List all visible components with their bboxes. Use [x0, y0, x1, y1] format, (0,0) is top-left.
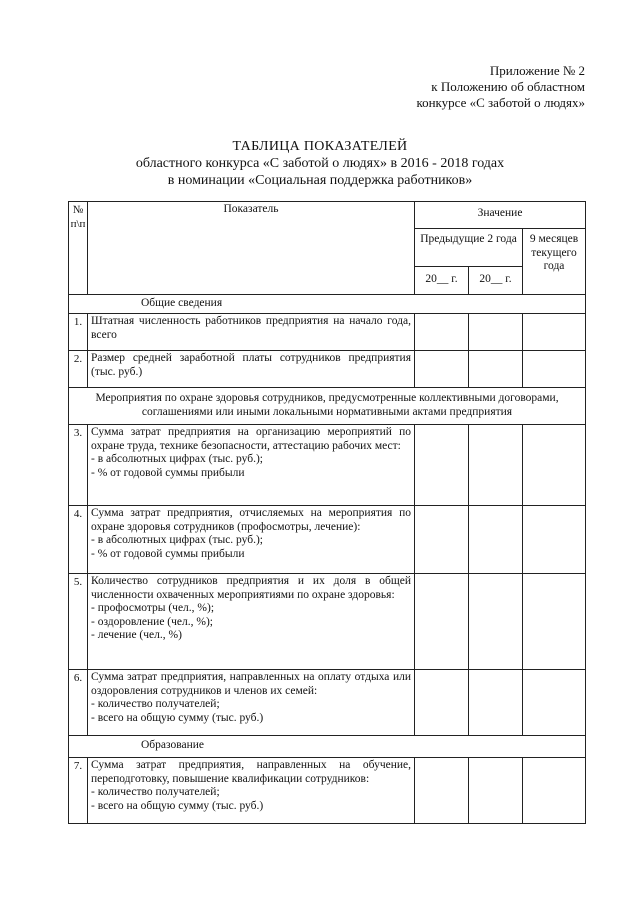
value-cell	[415, 314, 469, 351]
value-cell	[469, 574, 523, 670]
row-num: 6.	[69, 670, 88, 736]
appendix-line-2: к Положению об областном	[431, 79, 585, 94]
row-text: Размер средней заработной платы сотрудников предприятия (тыс. руб.)	[88, 351, 415, 388]
value-cell	[523, 670, 586, 736]
header-nine-months: 9 месяцев текущего года	[523, 229, 586, 295]
row-text: Сумма затрат предприятия, направленных на обучение, переподготовку, повышение квалификации сотрудников:	[91, 759, 411, 785]
header-num: № п\п	[69, 202, 88, 295]
row-text: Сумма затрат предприятия на организацию мероприятий по охране труда, технике безопасности, аттестацию рабочих мест:	[91, 426, 411, 452]
row-item: - % от годовой суммы прибыли	[91, 547, 245, 560]
row-item: - всего на общую сумму (тыс. руб.)	[91, 799, 264, 812]
section-row	[69, 295, 586, 314]
value-cell	[415, 351, 469, 388]
row-num: 5.	[69, 574, 88, 670]
row-item: - лечение (чел., %)	[91, 629, 182, 641]
appendix-note	[416, 63, 585, 111]
value-cell	[523, 425, 586, 506]
row-item: - профосмотры (чел., %);	[91, 602, 215, 614]
value-cell	[415, 670, 469, 736]
row-content	[88, 758, 415, 824]
value-cell	[523, 574, 586, 670]
value-cell	[523, 314, 586, 351]
section-general: Общие сведения	[69, 295, 586, 314]
document-title	[0, 138, 640, 189]
row-item: - в абсолютных цифрах (тыс. руб.);	[91, 453, 264, 465]
title-line-2: областного конкурса «С заботой о людях» в 2016 - 2018 годах	[135, 156, 505, 171]
row-item: - количество получателей;	[91, 786, 220, 798]
section-health: Мероприятия по охране здоровья сотрудников, предусмотренные коллективными договорами, соглашениями или иными локальными нормативными актами предприятия	[69, 388, 586, 425]
row-item: - всего на общую сумму (тыс. руб.)	[91, 711, 264, 724]
value-cell	[523, 351, 586, 388]
value-cell	[469, 425, 523, 506]
header-indicator: Показатель	[88, 202, 415, 295]
table-row	[69, 670, 586, 736]
table-row	[69, 314, 586, 351]
appendix-line-1: Приложение № 2	[489, 63, 585, 78]
row-num: 1.	[69, 314, 88, 351]
value-cell	[469, 351, 523, 388]
value-cell	[469, 670, 523, 736]
value-cell	[415, 425, 469, 506]
header-prev-years: Предыдущие 2 года	[415, 229, 523, 267]
header-year-2: 20__ г.	[469, 267, 523, 295]
table-row	[69, 574, 586, 670]
row-content	[88, 670, 415, 736]
value-cell	[523, 506, 586, 574]
row-text: Сумма затрат предприятия, отчисляемых на мероприятия по охране здоровья сотрудников (профосмотры, лечение):	[91, 507, 411, 533]
table-row	[69, 425, 586, 506]
row-item: - в абсолютных цифрах (тыс. руб.);	[91, 534, 264, 546]
value-cell	[415, 506, 469, 574]
section-education: Образование	[69, 736, 586, 758]
row-num: 3.	[69, 425, 88, 506]
row-num: 7.	[69, 758, 88, 824]
row-num: 2.	[69, 351, 88, 388]
row-content	[88, 425, 415, 506]
header-year-1: 20__ г.	[415, 267, 469, 295]
row-content	[88, 506, 415, 574]
row-item: - количество получателей;	[91, 698, 220, 710]
indicators-table	[68, 201, 586, 824]
row-num: 4.	[69, 506, 88, 574]
title-line-1: ТАБЛИЦА ПОКАЗАТЕЛЕЙ	[232, 139, 408, 154]
table-row	[69, 758, 586, 824]
value-cell	[415, 758, 469, 824]
title-line-3: в номинации «Социальная поддержка работников»	[167, 173, 473, 188]
appendix-line-3: конкурсе «С заботой о людях»	[416, 95, 585, 110]
value-cell	[469, 506, 523, 574]
row-text: Количество сотрудников предприятия и их доля в общей численности охваченных мероприятиями по охране здоровья:	[91, 575, 411, 601]
row-text: Сумма затрат предприятия, направленных на оплату отдыха или оздоровления сотрудников и членов их семей:	[91, 671, 411, 697]
row-item: - оздоровление (чел., %);	[91, 615, 213, 628]
value-cell	[469, 314, 523, 351]
row-text: Штатная численность работников предприятия на начало года, всего	[88, 314, 415, 351]
value-cell	[415, 574, 469, 670]
row-content	[88, 574, 415, 670]
table-row	[69, 351, 586, 388]
table-row	[69, 506, 586, 574]
header-value: Значение	[415, 202, 586, 229]
value-cell	[469, 758, 523, 824]
section-row	[69, 388, 586, 425]
row-item: - % от годовой суммы прибыли	[91, 466, 245, 479]
section-row	[69, 736, 586, 758]
value-cell	[523, 758, 586, 824]
